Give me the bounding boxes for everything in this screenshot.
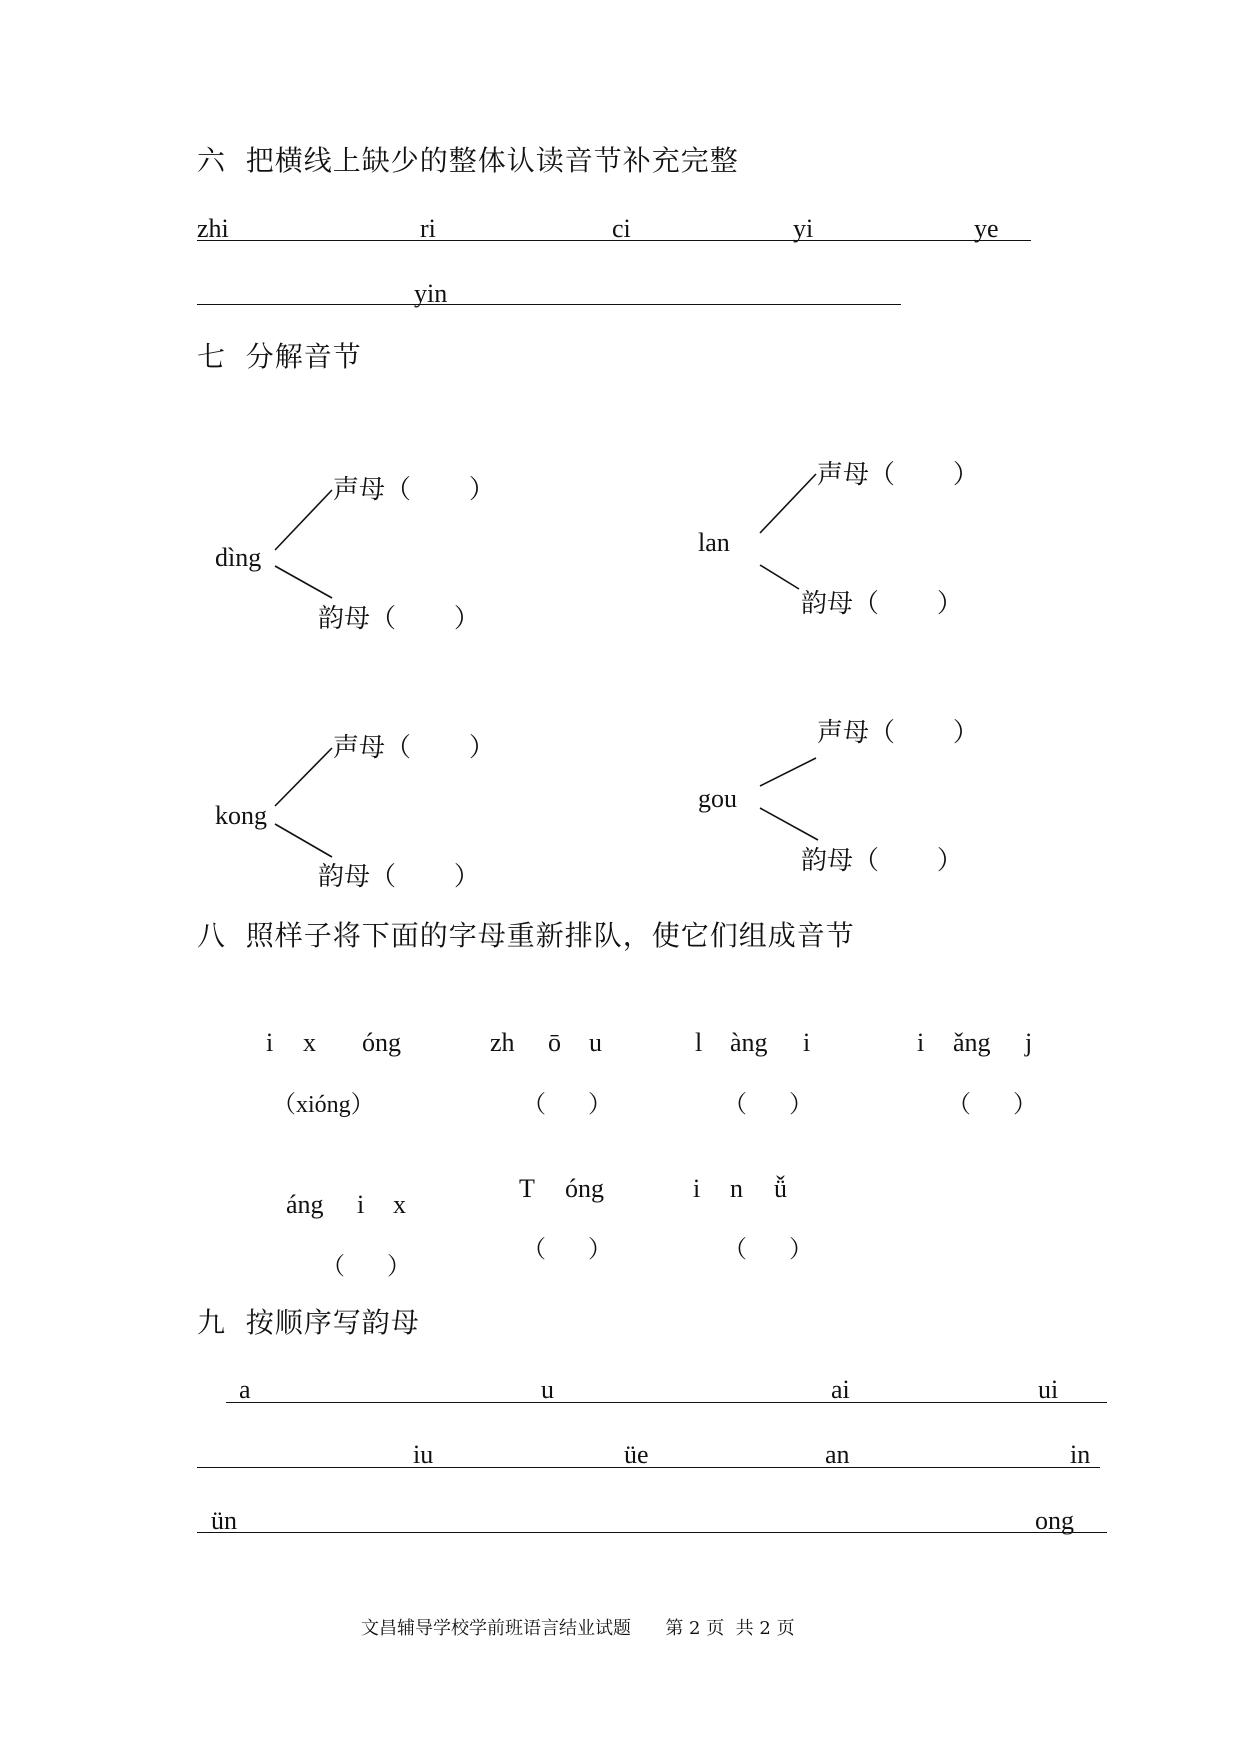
syllable-kong: kong (215, 801, 267, 830)
letter: x (303, 1028, 316, 1057)
syllable-yin: yin (414, 279, 448, 308)
syllable-ri: ri (420, 214, 436, 243)
answer-blank[interactable]: （ ） (321, 1254, 411, 1280)
final: in (1070, 1440, 1091, 1469)
final: an (825, 1440, 850, 1469)
letter: i (693, 1174, 701, 1203)
letter: ō (548, 1028, 561, 1057)
letter: j (1025, 1028, 1033, 1057)
branch-line (760, 758, 816, 786)
letter: óng (362, 1028, 401, 1057)
yunmu-blank: 韵母（ ） (801, 589, 963, 619)
section9-title: 九 按顺序写韵母 (197, 1306, 420, 1339)
page-footer: 文昌辅导学校学前班语言结业试题 第 2 页 共 2 页 (361, 1618, 795, 1639)
section8-title: 八 照样子将下面的字母重新排队，使它们组成音节 (197, 919, 855, 952)
shengmu-blank: 声母（ ） (333, 733, 495, 763)
syllable-ye: ye (974, 214, 999, 243)
branch-line (760, 565, 799, 589)
section7-title: 七 分解音节 (197, 340, 362, 373)
answer-blank[interactable]: （ ） (723, 1237, 813, 1263)
letter: x (393, 1190, 406, 1219)
letter: óng (565, 1174, 604, 1203)
final: u (541, 1375, 554, 1404)
letter: i (917, 1028, 925, 1057)
shengmu-blank: 声母（ ） (333, 475, 495, 505)
syllable-lan: lan (698, 528, 730, 557)
final: a (239, 1375, 251, 1404)
yunmu-blank: 韵母（ ） (318, 862, 480, 892)
syllable-ding: dìng (215, 543, 262, 572)
letter: áng (286, 1190, 324, 1219)
syllable-zhi: zhi (197, 214, 229, 243)
final: ui (1038, 1375, 1059, 1404)
final: ün (211, 1506, 237, 1535)
answer-line[interactable] (226, 1402, 1107, 1403)
shengmu-blank: 声母（ ） (817, 460, 979, 490)
letter: i (266, 1028, 274, 1057)
answer-blank[interactable]: （ ） (947, 1092, 1037, 1118)
syllable-ci: ci (612, 214, 631, 243)
yunmu-blank: 韵母（ ） (801, 846, 963, 876)
answer-line[interactable] (197, 1467, 1100, 1468)
letter: àng (730, 1028, 768, 1057)
answer-example: （xióng） (272, 1092, 375, 1118)
branch-line (275, 566, 332, 598)
answer-line[interactable] (197, 1532, 1107, 1533)
final: iu (413, 1440, 434, 1469)
letter: i (357, 1190, 365, 1219)
answer-blank[interactable]: （ ） (522, 1092, 612, 1118)
letter: ǚ (774, 1174, 787, 1203)
branch-line (760, 474, 816, 533)
letter: u (589, 1028, 602, 1057)
branch-line (275, 490, 332, 550)
branch-line (275, 824, 332, 857)
syllable-gou: gou (698, 784, 737, 813)
letter: l (695, 1028, 703, 1057)
letter: n (730, 1174, 743, 1203)
final: üe (624, 1440, 649, 1469)
section6-title: 六 把横线上缺少的整体认读音节补充完整 (197, 144, 739, 177)
yunmu-blank: 韵母（ ） (318, 604, 480, 634)
letter: zh (490, 1028, 515, 1057)
syllable-yi: yi (793, 214, 814, 243)
answer-blank[interactable]: （ ） (723, 1092, 813, 1118)
shengmu-blank: 声母（ ） (817, 718, 979, 748)
letter: i (803, 1028, 811, 1057)
final: ai (831, 1375, 850, 1404)
branch-line (760, 808, 818, 840)
final: ong (1035, 1506, 1074, 1535)
letter: T (519, 1174, 535, 1203)
branch-line (275, 748, 332, 806)
answer-blank[interactable]: （ ） (522, 1237, 612, 1263)
letter: ǎng (953, 1028, 991, 1057)
